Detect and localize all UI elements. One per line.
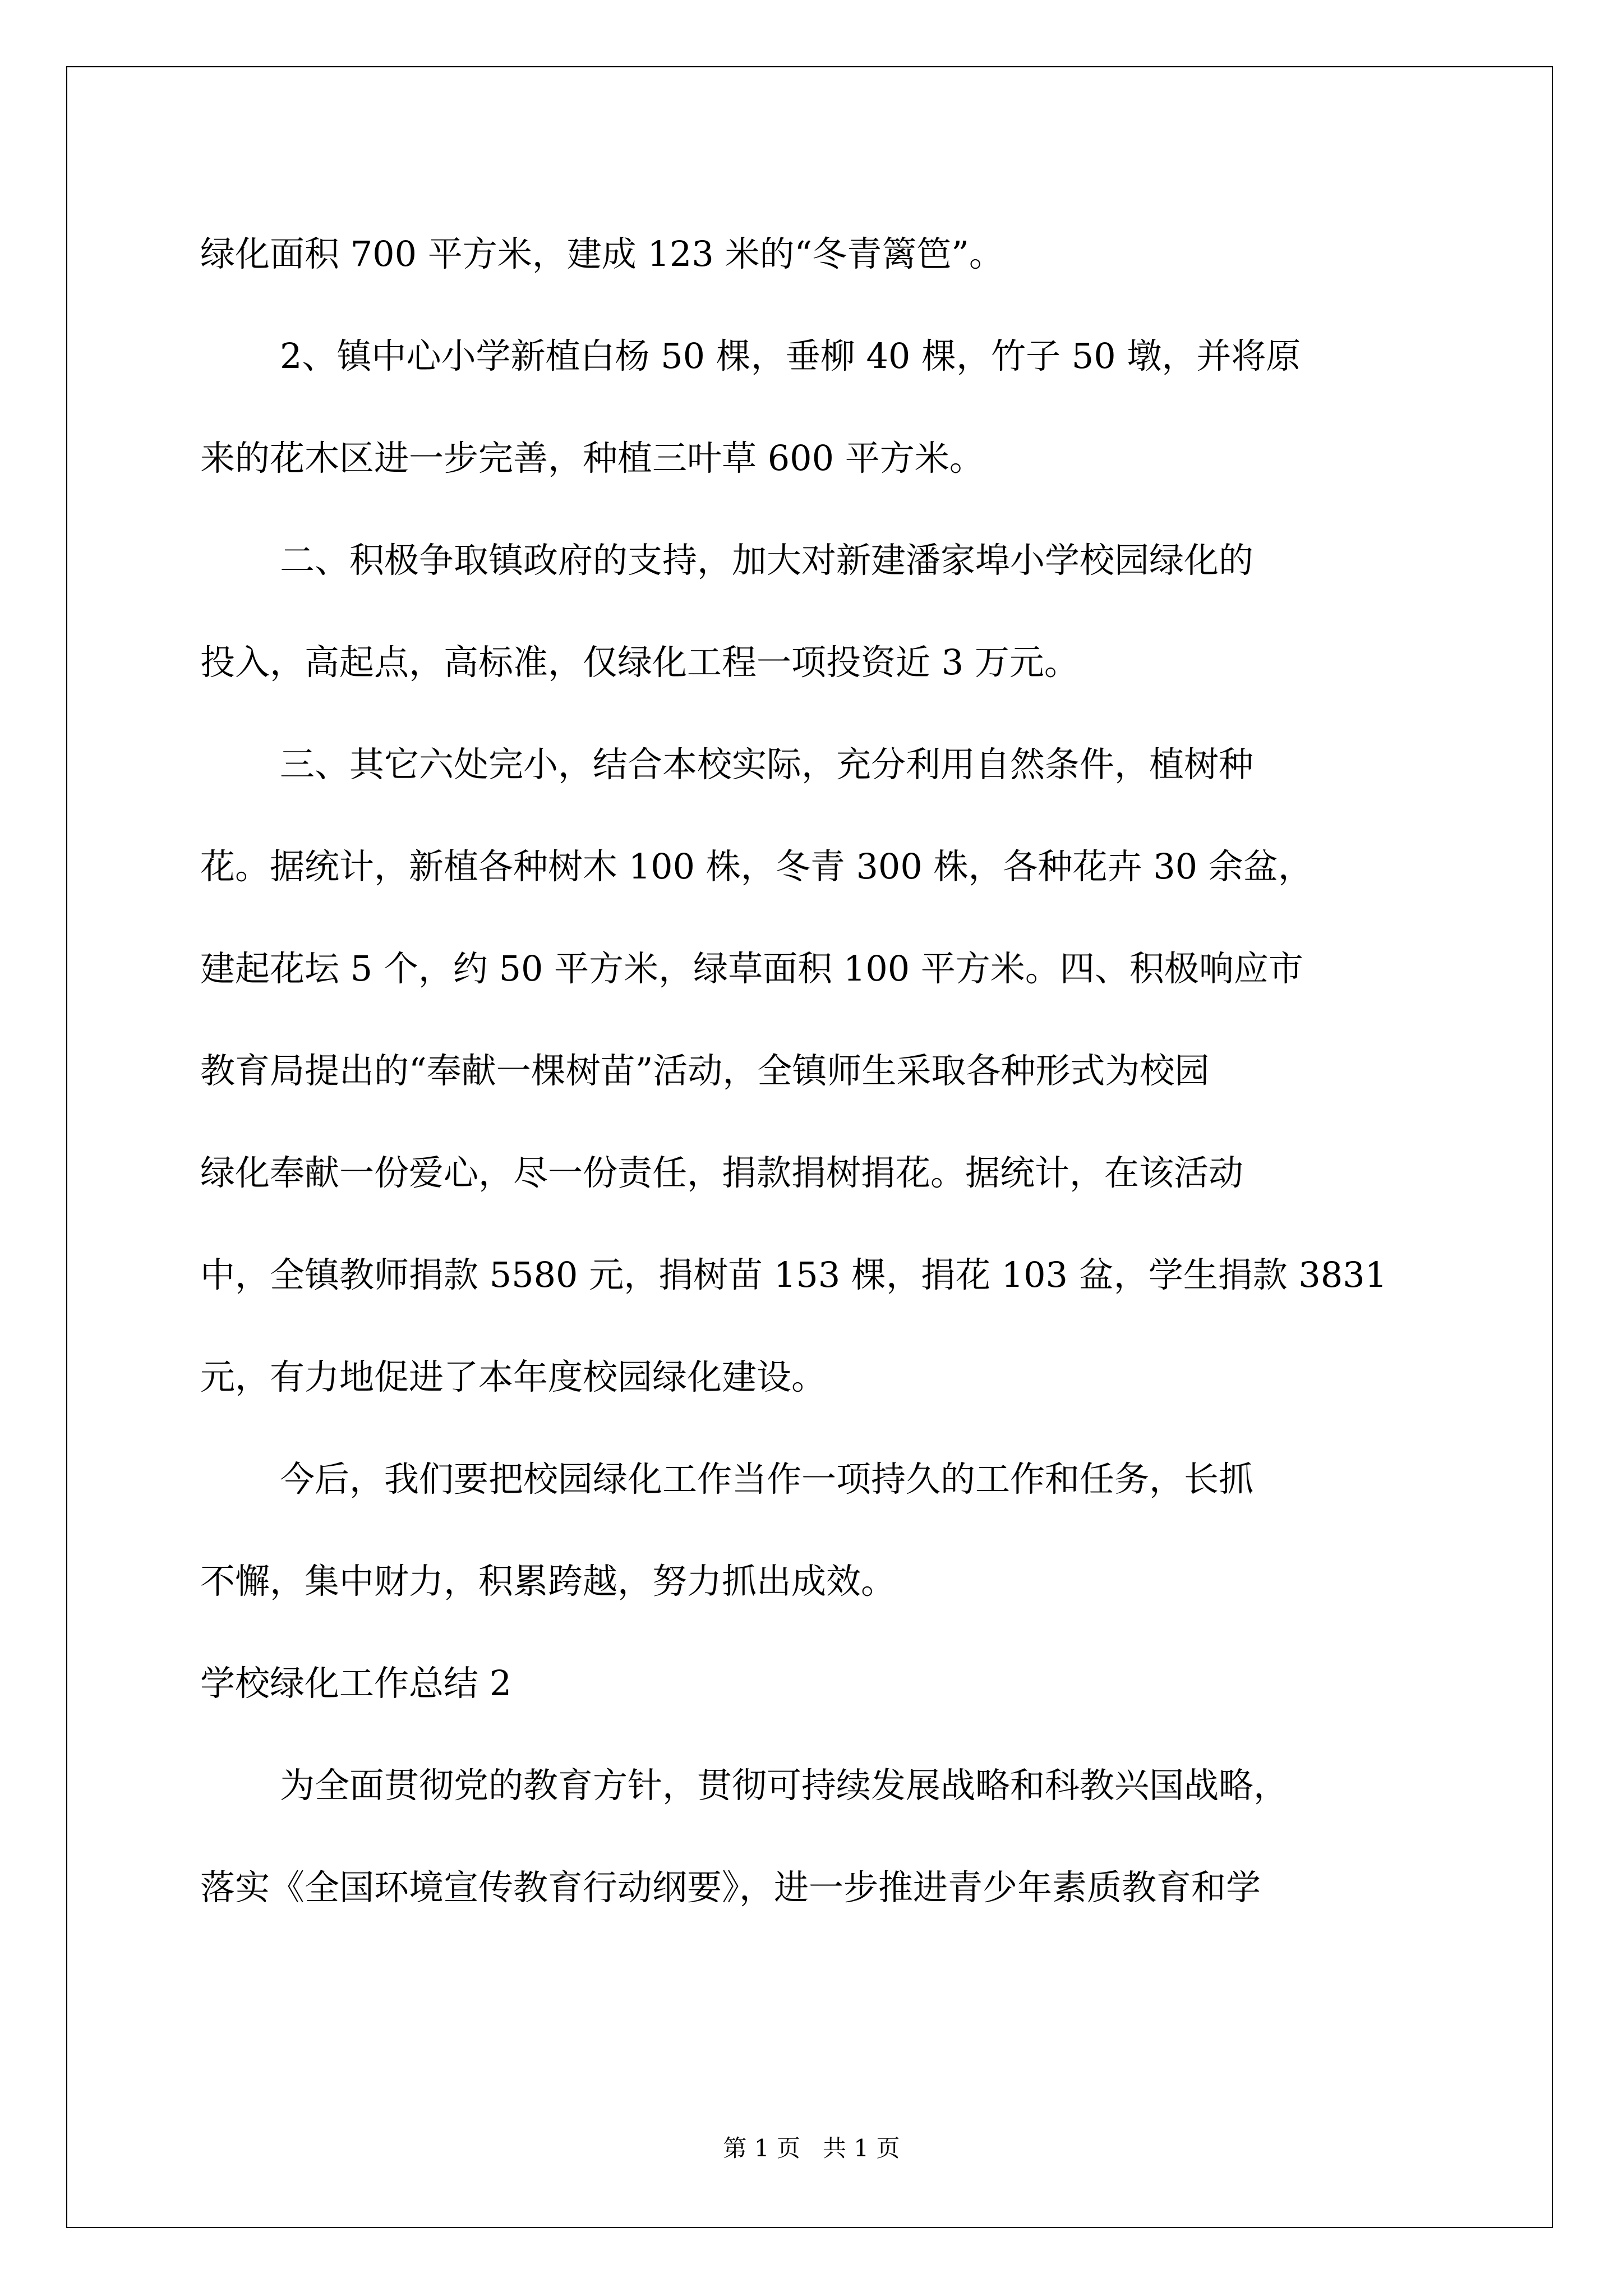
text-line: 建起花坛 5 个，约 50 平方米，绿草面积 100 平方米。四、积极响应市 [200,948,1303,989]
paragraph-start: 为全面贯彻党的教育方针，贯彻可持续发展战略和科教兴国战略， [280,1765,1289,1806]
paragraph-start: 三、其它六处完小，结合本校实际，充分利用自然条件，植树种 [280,744,1254,785]
text-line: 绿化奉献一份爱心，尽一份责任，捐款捐树捐花。据统计，在该活动 [200,1152,1244,1193]
text-line: 绿化面积 700 平方米，建成 123 米的“冬青篱笆”。 [200,233,1004,274]
text-line: 花。据统计，新植各种树木 100 株，冬青 300 株，各种花卉 30 余盆， [200,846,1313,887]
section-title: 学校绿化工作总结 2 [200,1663,512,1704]
text-line: 不懈，集中财力，积累跨越，努力抓出成效。 [200,1561,896,1602]
text-line: 教育局提出的“奉献一棵树苗”活动，全镇师生采取各种形式为校园 [200,1050,1210,1091]
text-line: 投入，高起点，高标准，仅绿化工程一项投资近 3 万元。 [200,642,1079,683]
page-footer: 第 1 页 共 1 页 [723,2134,900,2162]
paragraph-start: 二、积极争取镇政府的支持，加大对新建潘家埠小学校园绿化的 [280,540,1254,581]
paragraph-start: 2、镇中心小学新植白杨 50 棵，垂柳 40 棵，竹子 50 墩，并将原 [280,335,1301,376]
text-line: 元，有力地促进了本年度校园绿化建设。 [200,1356,827,1397]
paragraph-start: 今后，我们要把校园绿化工作当作一项持久的工作和任务，长抓 [280,1458,1254,1499]
text-line: 中，全镇教师捐款 5580 元，捐树苗 153 棵，捐花 103 盆，学生捐款 3831 [200,1254,1387,1295]
text-line: 来的花木区进一步完善，种植三叶草 600 平方米。 [200,438,984,478]
document-body [200,203,1434,1939]
text-line: 落实《全国环境宣传教育行动纲要》，进一步推进青少年素质教育和学 [200,1867,1261,1908]
